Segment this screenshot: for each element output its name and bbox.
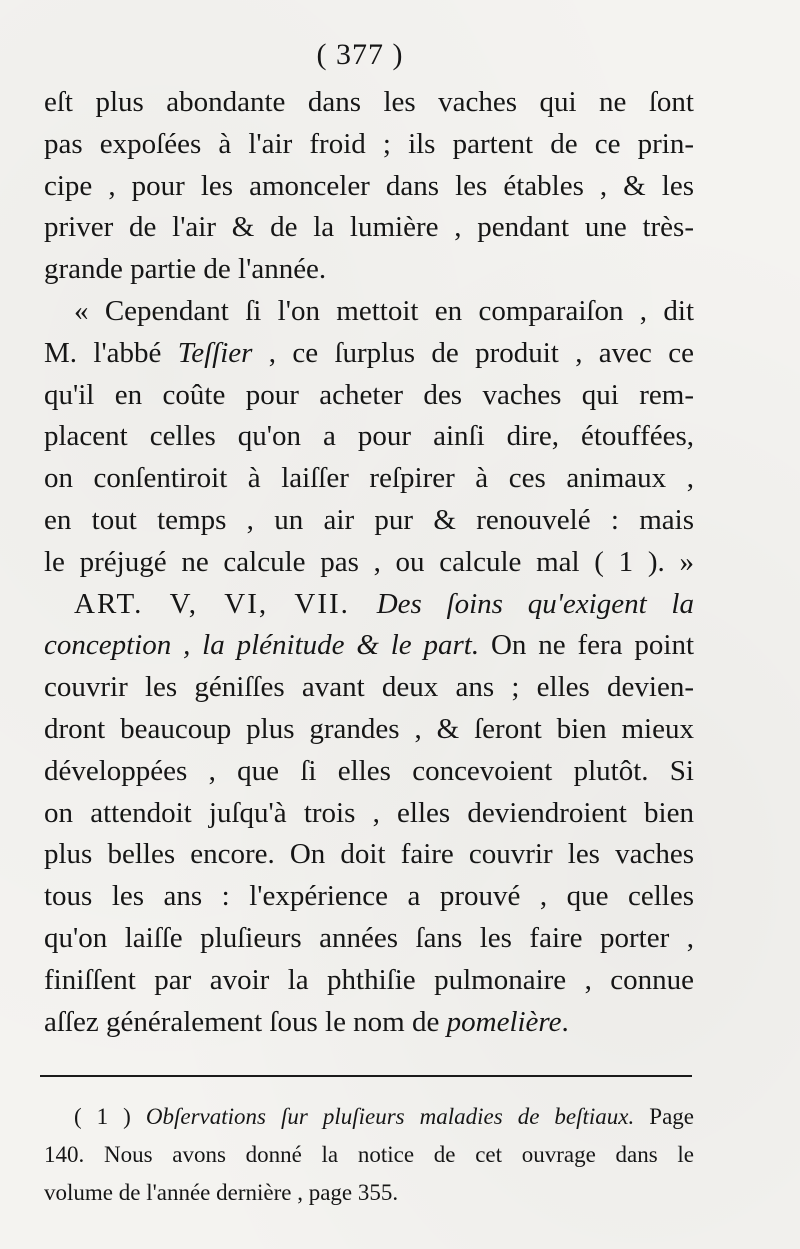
text-line: en tout temps , un air pur & renouvelé : mais xyxy=(44,503,694,536)
text-run: . xyxy=(561,1005,569,1038)
text-line: cipe , pour les amonceler dans les étables , & les xyxy=(44,169,694,202)
text-line: couvrir les géniſſes avant deux ans ; elles devien- xyxy=(44,671,694,704)
page-number: ( 377 ) xyxy=(316,38,404,71)
text-run: On ne fera point xyxy=(479,629,694,662)
text-run: aſſez généralement ſous le nom de xyxy=(44,1005,447,1038)
italic-title: Obſervations ſur pluſieurs maladies de beſtiaux. xyxy=(145,1104,635,1129)
text-line: eſt plus abondante dans les vaches qui ne ſont xyxy=(44,86,694,118)
footnote-marker: ( 1 ) xyxy=(74,1104,146,1129)
footnote-line xyxy=(44,1098,694,1136)
footnote-line: volume de l'année dernière , page 355. xyxy=(44,1180,399,1205)
article-heading: ART. V, VI, VII. xyxy=(74,587,377,620)
text-line: le préjugé ne calcule pas , ou calcule mal ( 1 ). » xyxy=(44,545,694,578)
text-line xyxy=(44,333,694,375)
text-line: on attendoit juſqu'à trois , elles deviendroient bien xyxy=(44,796,694,829)
italic-heading: conception , la plénitude & le part. xyxy=(44,629,480,662)
text-line: grande partie de l'année. xyxy=(44,253,327,286)
text-line: qu'il en coûte pour acheter des vaches qui rem- xyxy=(44,378,694,411)
italic-name: Teſſier xyxy=(177,336,253,369)
text-run: , ce ſurplus de produit , avec ce xyxy=(252,336,695,369)
text-line: placent celles qu'on a pour ainſi dire, étouffées, xyxy=(44,420,694,453)
text-line xyxy=(44,625,694,667)
text-line xyxy=(44,584,694,626)
text-run: Page xyxy=(634,1104,694,1129)
text-line: on conſentiroit à laiſſer reſpirer à ces animaux , xyxy=(44,462,694,495)
text-line: plus belles encore. On doit faire couvrir les vaches xyxy=(44,838,694,871)
text-line: pas expoſées à l'air froid ; ils partent de ce prin- xyxy=(44,127,694,160)
footnote-line: 140. Nous avons donné la notice de cet ouvrage dans le xyxy=(44,1142,694,1167)
italic-heading: Des ſoins qu'exigent la xyxy=(376,587,694,620)
text-line xyxy=(44,1002,694,1044)
italic-term: pomelière xyxy=(446,1005,562,1038)
text-line: qu'on laiſſe pluſieurs années ſans les faire porter , xyxy=(44,921,694,954)
text-line: dront beaucoup plus grandes , & ſeront bien mieux xyxy=(44,712,694,745)
text-line: développées , que ſi elles concevoient plutôt. Si xyxy=(44,754,694,787)
text-line: tous les ans : l'expérience a prouvé , que celles xyxy=(44,880,694,913)
text-line: « Cependant ſi l'on mettoit en comparaiſon , dit xyxy=(74,294,694,327)
text-line: priver de l'air & de la lumière , pendant une très- xyxy=(44,211,694,244)
footnote-divider xyxy=(40,1075,692,1077)
body-text xyxy=(44,82,694,1043)
footnote xyxy=(44,1098,694,1212)
text-run: M. l'abbé xyxy=(44,336,178,369)
text-line: finiſſent par avoir la phthiſie pulmonaire , connue xyxy=(44,963,694,996)
